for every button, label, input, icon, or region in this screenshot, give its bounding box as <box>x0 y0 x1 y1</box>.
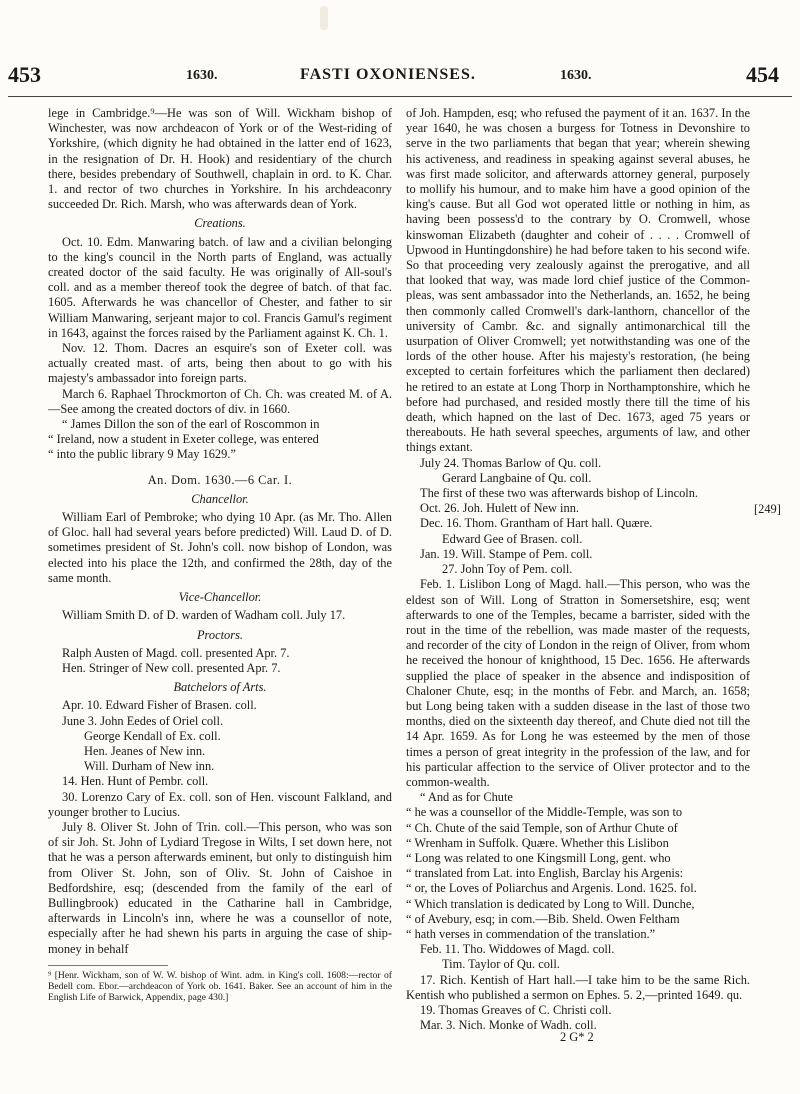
batchelor-entry: Dec. 16. Thom. Grantham of Hart hall. Quære. <box>420 516 653 531</box>
quoted-line: “ Which translation is dedicated by Long to Will. Dunche, <box>406 896 695 911</box>
printer-signature: 2 G* 2 <box>560 1030 594 1044</box>
entry-creation: March 6. Raphael Throckmorton of Ch. Ch. was created M. of A.—See among the created doctors of div. in 1660. <box>48 386 392 416</box>
margin-page-reference: [249] <box>754 502 781 516</box>
batchelor-entry: Hen. Jeanes of New inn. <box>84 743 206 758</box>
batchelor-entry: Tim. Taylor of Qu. coll. <box>442 957 560 972</box>
batchelor-entry: Mar. 3. Nich. Monke of Wadh. coll. <box>420 1018 597 1033</box>
quoted-line: “ he was a counsellor of the Middle-Temple, was son to <box>406 805 683 820</box>
batchelor-entry: Jan. 19. Will. Stampe of Pem. coll. <box>420 546 593 561</box>
batchelor-entry: Apr. 10. Edward Fisher of Brasen. coll. <box>62 698 257 713</box>
batchelor-entry: Gerard Langbaine of Qu. coll. <box>442 470 592 485</box>
quoted-line: “ or, the Loves of Poliarchus and Argenis. Lond. 1625. fol. <box>406 881 697 896</box>
right-column <box>406 106 750 1033</box>
proctor-entry: Ralph Austen of Magd. coll. presented Apr. 7. <box>62 645 290 660</box>
note-line: The first of these two was afterwards bishop of Lincoln. <box>420 486 699 501</box>
left-year: 1630. <box>186 68 218 83</box>
quoted-line: “ Wrenham in Suffolk. Quære. Whether this Lislibon <box>406 835 669 850</box>
paragraph: lege in Cambridge.⁹—He was son of Will. Wickham bishop of Winchester, was now archdeacon of York or of the West-riding of Yorkshire, (which dignity he had obtained in the latter end of 1623, in the resignation of Dr. H. Hook) and residentiary of the church there, besides prebendary of Southwell, chaplain in ord. to K. Char. 1. and rector of two churches in Yorkshire. In his archdeaconry succeeded Dr. Rich. Marsh, who was afterwards dean of York. <box>48 106 392 212</box>
section-heading-batchelors: Batchelors of Arts. <box>173 680 267 695</box>
footnote-rule <box>48 965 168 966</box>
section-heading-proctors: Proctors. <box>196 627 243 642</box>
quoted-line: “ Long was related to one Kingsmill Long, gent. who <box>406 850 671 865</box>
paragraph: of Joh. Hampden, esq; who refused the payment of it an. 1637. In the year 1640, he was chosen a burgess for Totness in Devonshire to serve in the two parliaments that began that year; wherein shewing his activeness, and readiness in speaking against several abuses, he was first made solicitor, and afterwards attorney general, purposely to mollify his humour, and to make him have a good opinion of the king's cause. But all God wot operated little or nothing in him, as having been possess'd to the contrary by O. Cromwell, whose kinswoman Elizabeth (daughter and coheir of . . . . Cromwell of Upwood in Huntingdonshire) he had before taken to his second wife. So that proceeding very zealously against the prerogative, and all that looked that way, was made lord chief justice of the Common-pleas, was sent ambassador into the Netherlands, an. 1652, he being then commonly called Cromwell's dark-lanthorn, chancellor of the university of Cambr. &c. and signally antimonarchical till the usurpation of Oliver Cromwell; yet notwithstanding was one of the lords of the other house. After his majesty's restoration, (he being excepted to certain forfeitures which the parliament then declared) he retired to an estate at Long Thorp in Northamptonshire, which he before had purchased, and resided mostly there till the time of his death, which hapned on the last of Dec. 1673, aged 75 years or thereabouts. He hath several speeches, arguments of law, and other things extant. <box>406 106 750 455</box>
batchelor-entry: July 8. Oliver St. John of Trin. coll.—This person, who was son of sir Joh. St. John of Lydiard Tregose in Wilts, I set down here, not that he was a person afterwards eminent, but only to distinguish him from Oliver St. John, son of Oliv. St. John of Caishoe in Bedfordshire, esq; (descended from the family of the earl of Bullingbrook) educated in the Catharine hall in Cambridge, afterwards in Lincoln's inn, where he was a counsellor of note, especially after he had shewn his parts in arguing the case of ship-money in behalf <box>48 819 392 956</box>
vice-chancellor-entry: William Smith D. of D. warden of Wadham coll. July 17. <box>62 608 346 623</box>
batchelor-entry: July 24. Thomas Barlow of Qu. coll. <box>420 455 602 470</box>
running-title: FASTI OXONIENSES. <box>300 66 476 83</box>
entry-creation: Nov. 12. Thom. Dacres an esquire's son of Exeter coll. was actually created mast. of arts, being then about to go with his majesty's ambassador into foreign parts. <box>48 341 392 386</box>
quoted-line: “ And as for Chute <box>420 790 513 805</box>
chancellor-entry: William Earl of Pembroke; who dying 10 Apr. (as Mr. Tho. Allen of Gloc. hall had several years before predicted) Will. Laud D. of D. sometimes president of St. John's coll. now bishop of London, was elected into his place the 12th, and confirmed the 28th, day of the same month. <box>48 510 392 585</box>
header-rule <box>8 96 792 97</box>
batchelor-entry: 27. John Toy of Pem. coll. <box>442 562 573 577</box>
right-page-number: 454 <box>746 62 779 87</box>
batchelor-entry: 19. Thomas Greaves of C. Christi coll. <box>420 1002 612 1017</box>
quoted-line: “ Ireland, now a student in Exeter college, was entered <box>48 432 319 447</box>
left-column <box>48 106 392 1003</box>
proctor-entry: Hen. Stringer of New coll. presented Apr. 7. <box>62 660 281 675</box>
quoted-line: “ hath verses in commendation of the translation.” <box>406 926 656 941</box>
batchelor-entry: Feb. 1. Lislibon Long of Magd. hall.—This person, who was the eldest son of Will. Long of Stratton in Somersetshire, esq; went afterwards to one of the Temples, became a barrister, sided with the rout in the time of the rebellion, was made master of the requests, and recorder of the city of London in the reign of Oliver, from whom he received the honour of knighthood, 15 Dec. 1656. He afterwards supplied the place of speaker in the absence and indisposition of Chaloner Chute, esq; in the months of Febr. and March, an. 1658; but Long being taken with a sudden disease in the last of those two months, died on the sixteenth day thereof, and Chute died not till the 14 Apr. 1659. As for Long he was esteemed by the men of those times a person of great integrity in the profession of the law, and for his particular affection to the service of Oliver protector and to the common-wealth. <box>406 577 750 789</box>
section-heading-vice-chancellor: Vice-Chancellor. <box>178 590 262 605</box>
left-page-number: 453 <box>8 62 41 87</box>
section-heading-creations: Creations. <box>194 216 246 231</box>
batchelor-entry: Oct. 26. Joh. Hulett of New inn. <box>420 501 579 516</box>
batchelor-entry: Feb. 11. Tho. Widdowes of Magd. coll. <box>420 942 615 957</box>
batchelor-entry: 14. Hen. Hunt of Pembr. coll. <box>62 774 209 789</box>
year-heading: An. Dom. 1630.—6 Car. I. <box>147 472 293 487</box>
entry-creation: Oct. 10. Edm. Manwaring batch. of law and a civilian belonging to the king's council in the North parts of England, was actually created doctor of the said faculty. He was originally of All-soul's coll. and as a member thereof took the degree of batch. of that fac. 1605. Afterwards he was chancellor of Chester, and father to sir William Manwaring, serjeant major to col. Francis Gamul's regiment in 1643, against the forces raised by the Parliament against K. Ch. 1. <box>48 234 392 340</box>
quoted-line: “ translated from Lat. into English, Barclay his Argenis: <box>406 866 684 881</box>
quoted-line: “ James Dillon the son of the earl of Roscommon in <box>62 417 320 432</box>
batchelor-entry: 17. Rich. Kentish of Hart hall.—I take him to be the same Rich. Kentish who published a sermon on Ephes. 5. 2,—printed 1649. qu. <box>406 972 750 1002</box>
right-year: 1630. <box>560 68 592 83</box>
quoted-line: “ into the public library 9 May 1629.” <box>48 447 236 462</box>
running-header <box>0 60 800 90</box>
footnote: ⁹ [Henr. Wickham, son of W. W. bishop of Wint. adm. in King's coll. 1608:—rector of Bedell com. Ebor.—archdeacon of York ob. 1641. Baker. See an account of him in the English Life of Barwick, Appendix, page 430.] <box>48 969 392 1004</box>
batchelor-entry: George Kendall of Ex. coll. <box>84 728 221 743</box>
batchelor-entry: Edward Gee of Brasen. coll. <box>442 531 583 546</box>
batchelor-entry: 30. Lorenzo Cary of Ex. coll. son of Hen. viscount Falkland, and younger brother to Lucius. <box>48 789 392 819</box>
quoted-line: “ Ch. Chute of the said Temple, son of Arthur Chute of <box>406 820 678 835</box>
batchelor-entry: June 3. John Eedes of Oriel coll. <box>62 713 224 728</box>
batchelor-entry: Will. Durham of New inn. <box>84 759 215 774</box>
quoted-line: “ of Avebury, esq; in com.—Bib. Sheld. Owen Feltham <box>406 911 680 926</box>
section-heading-chancellor: Chancellor. <box>191 491 249 506</box>
paper-stain <box>320 6 328 30</box>
